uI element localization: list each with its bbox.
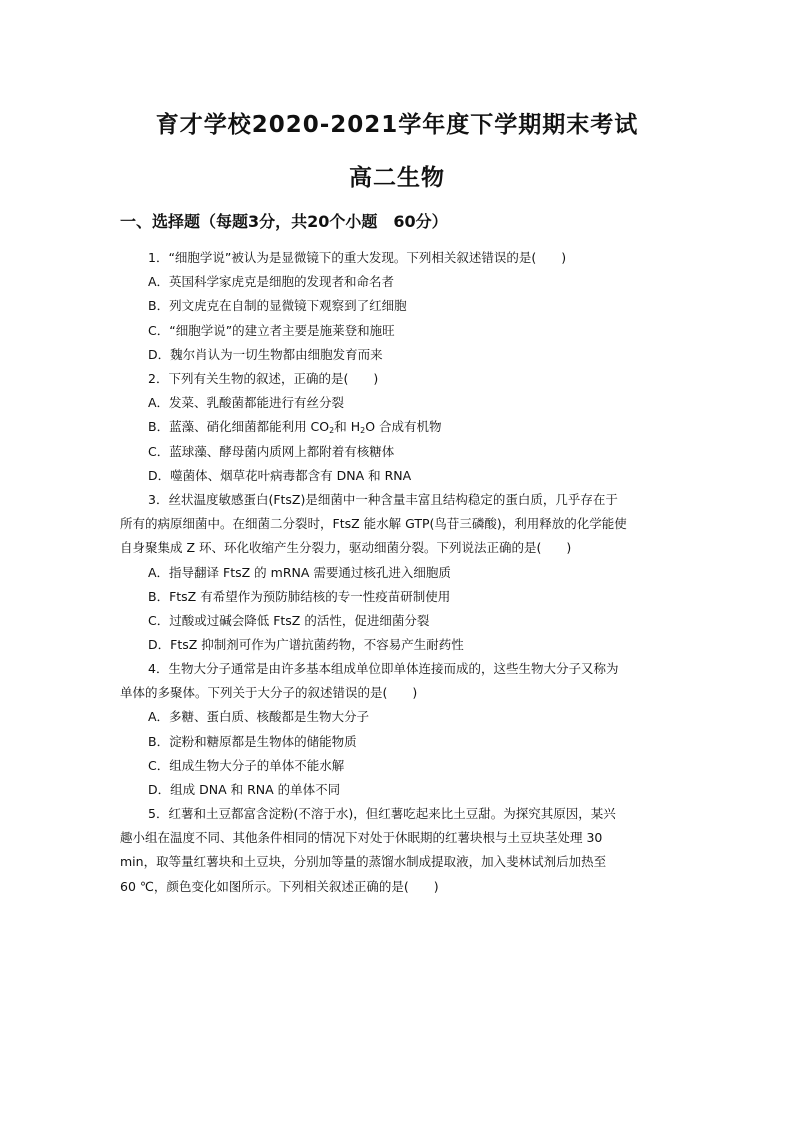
question-stem: 3．丝状温度敏感蛋白(FtsZ)是细菌中一种含量丰富且结构稳定的蛋白质，几乎存在于 — [148, 492, 618, 507]
option-c: C．蓝球藻、酵母菌内质网上都附着有核糖体 — [148, 443, 395, 459]
option-a: A．发菜、乳酸菌都能进行有丝分裂 — [148, 395, 345, 411]
option-b — [120, 415, 680, 439]
option-d: D．组成 DNA 和 RNA 的单体不同 — [148, 781, 341, 797]
question-stem: 5．红薯和土豆都富含淀粉(不溶于水)，但红薯吃起来比土豆甜。为探究其原因，某兴 — [148, 806, 616, 821]
option-b-text: 和 H — [334, 419, 361, 435]
exam-title: 育才学校2020-2021学年度下学期期末考试 — [155, 112, 639, 138]
option-c: C．组成生物大分子的单体不能水解 — [148, 757, 345, 773]
subscript: 2 — [329, 426, 335, 436]
question-3 — [120, 488, 680, 657]
option-d: D．噬菌体、烟草花叶病毒都含有 DNA 和 RNA — [148, 467, 412, 483]
option-c: C．过酸或过碱会降低 FtsZ 的活性，促进细菌分裂 — [148, 612, 430, 628]
option-b: B．淀粉和糖原都是生物体的储能物质 — [148, 733, 357, 749]
question-stem: 单体的多聚体。下列关于大分子的叙述错误的是( ) — [120, 685, 418, 701]
question-stem: 60 ℃，颜色变化如图所示。下列相关叙述正确的是( ) — [120, 878, 439, 894]
option-d: D．FtsZ 抑制剂可作为广谱抗菌药物，不容易产生耐药性 — [148, 637, 464, 653]
question-stem: 2．下列有关生物的叙述，正确的是( ) — [148, 371, 379, 386]
option-a: A．英国科学家虎克是细胞的发现者和命名者 — [148, 274, 395, 290]
option-d: D．魏尔肖认为一切生物都由细胞发育而来 — [148, 346, 383, 362]
question-5 — [120, 802, 680, 899]
question-stem: 4．生物大分子通常是由许多基本组成单位即单体连接而成的，这些生物大分子又称为 — [148, 661, 619, 676]
option-c: C．“细胞学说”的建立者主要是施莱登和施旺 — [148, 322, 395, 338]
question-stem: 自身聚集成 Z 环、环化收缩产生分裂力，驱动细菌分裂。下列说法正确的是( ) — [120, 540, 572, 556]
exam-subject: 高二生物 — [349, 165, 445, 191]
option-a: A．多糖、蛋白质、核酸都是生物大分子 — [148, 709, 370, 725]
question-stem: min，取等量红薯块和土豆块，分别加等量的蒸馏水制成提取液，加入斐林试剂后加热至 — [120, 854, 607, 870]
question-stem: 趣小组在温度不同、其他条件相同的情况下对处于休眠期的红薯块根与土豆块茎处理 30 — [120, 830, 603, 846]
option-a: A．指导翻译 FtsZ 的 mRNA 需要通过核孔进入细胞质 — [148, 564, 451, 580]
option-b-text: O 合成有机物 — [365, 419, 442, 435]
option-b: B．列文虎克在自制的显微镜下观察到了红细胞 — [148, 298, 407, 314]
option-b: B．FtsZ 有希望作为预防肺结核的专一性疫苗研制使用 — [148, 588, 451, 604]
question-1 — [120, 246, 680, 367]
section-heading: 一、选择题（每题3分，共20个小题 60分） — [120, 212, 448, 231]
option-b-text: B．蓝藻、硝化细菌都能利用 CO — [148, 419, 330, 435]
subscript: 2 — [360, 426, 366, 436]
question-stem: 1．“细胞学说”被认为是显微镜下的重大发现。下列相关叙述错误的是( ) — [148, 250, 567, 265]
question-4 — [120, 657, 680, 802]
question-2 — [120, 367, 680, 488]
question-stem: 所有的病原细菌中。在细菌二分裂时，FtsZ 能水解 GTP(鸟苷三磷酸)，利用释放的化学能使 — [120, 516, 627, 532]
